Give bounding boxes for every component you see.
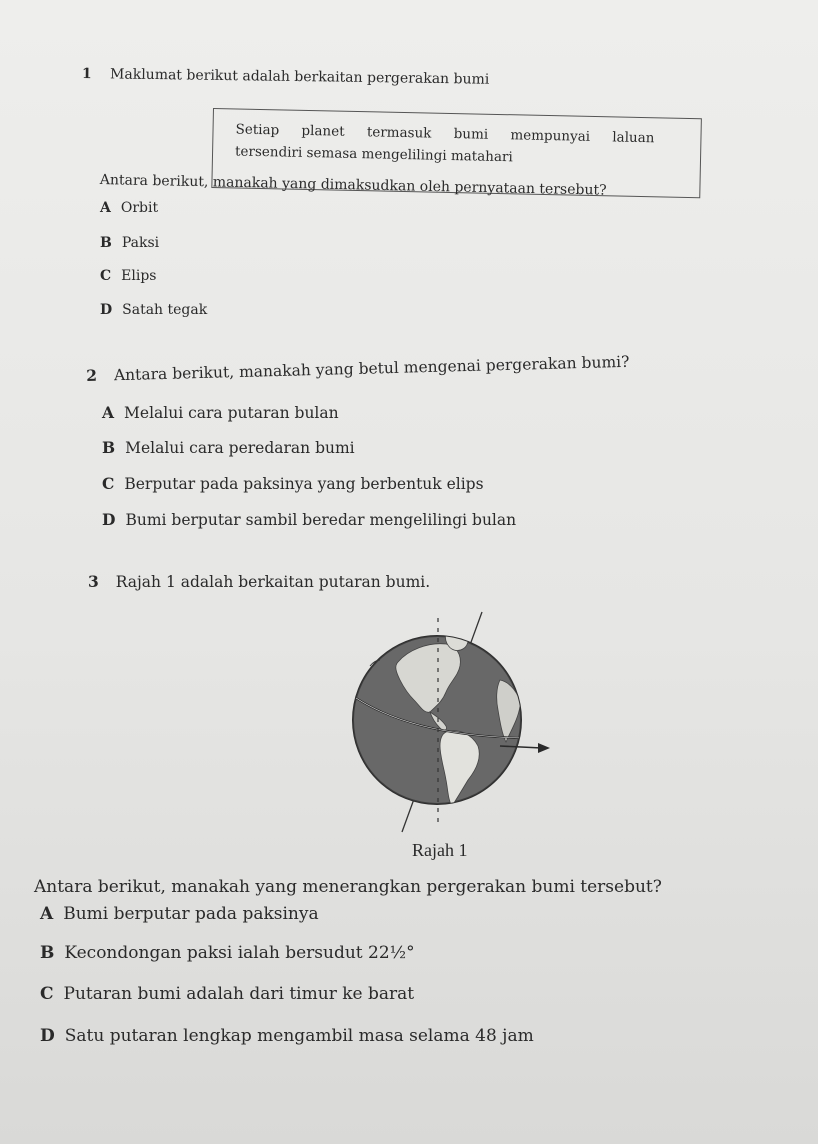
info-box-line-1: Setiap planet termasuk bumi mempunyai laluan <box>235 121 655 147</box>
option-d[interactable] <box>102 510 516 529</box>
option-letter: D <box>40 1026 55 1046</box>
option-letter: C <box>100 268 112 284</box>
option-a[interactable] <box>102 403 339 422</box>
option-a[interactable] <box>40 904 319 924</box>
option-b[interactable] <box>102 438 355 457</box>
globe-icon <box>350 610 560 835</box>
option-d[interactable] <box>40 1026 534 1046</box>
question-3-header <box>88 572 430 591</box>
option-text: Satu putaran lengkap mengambil masa selama 48 jam <box>64 1026 534 1046</box>
option-d[interactable] <box>100 302 207 318</box>
option-letter: C <box>40 984 54 1004</box>
earth-rotation-figure <box>350 610 560 835</box>
option-letter: B <box>40 943 55 963</box>
option-letter: C <box>102 474 115 493</box>
question-stem: Maklumat berikut adalah berkaitan pergerakan bumi <box>109 66 490 88</box>
question-text: Antara berikut, manakah yang betul mengenai pergerakan bumi? <box>113 352 630 385</box>
option-text: Berputar pada paksinya yang berbentuk elips <box>124 475 484 493</box>
figure-caption: Rajah 1 <box>412 840 468 860</box>
option-letter: B <box>102 438 116 457</box>
option-letter: B <box>100 235 112 251</box>
option-c[interactable] <box>102 474 484 493</box>
option-text: Elips <box>121 268 157 284</box>
option-text: Orbit <box>120 200 159 216</box>
option-letter: A <box>102 403 115 422</box>
option-text: Satah tegak <box>122 302 208 318</box>
question-stem: Rajah 1 adalah berkaitan putaran bumi. <box>115 573 431 591</box>
option-text: Paksi <box>121 235 160 251</box>
option-text: Melalui cara putaran bulan <box>124 404 339 422</box>
option-b[interactable] <box>100 235 159 251</box>
question-number: 3 <box>88 572 99 591</box>
question-number: 2 <box>86 365 98 385</box>
question-text: Antara berikut, manakah yang menerangkan pergerakan bumi tersebut? <box>34 877 662 897</box>
option-text: Melalui cara peredaran bumi <box>125 439 355 457</box>
option-letter: A <box>100 200 111 216</box>
question-2-header <box>86 352 630 385</box>
option-text: Putaran bumi adalah dari timur ke barat <box>63 984 415 1004</box>
question-number: 1 <box>81 66 92 83</box>
option-letter: A <box>40 904 54 924</box>
option-c[interactable] <box>100 268 156 284</box>
question-1-header <box>82 66 490 88</box>
option-b[interactable] <box>40 943 415 963</box>
option-text: Kecondongan paksi ialah bersudut 22½° <box>64 943 415 963</box>
option-text: Bumi berputar pada paksinya <box>63 904 319 924</box>
option-text: Bumi berputar sambil beredar mengelilingi bulan <box>125 511 517 529</box>
question-text: Antara berikut, manakah yang dimaksudkan oleh pernyataan tersebut? <box>99 172 607 199</box>
option-letter: D <box>100 302 113 318</box>
option-letter: D <box>102 510 116 529</box>
info-box-line-2: tersendiri semasa mengelilingi matahari <box>234 143 513 166</box>
option-c[interactable] <box>40 984 414 1004</box>
option-a[interactable] <box>100 200 158 216</box>
